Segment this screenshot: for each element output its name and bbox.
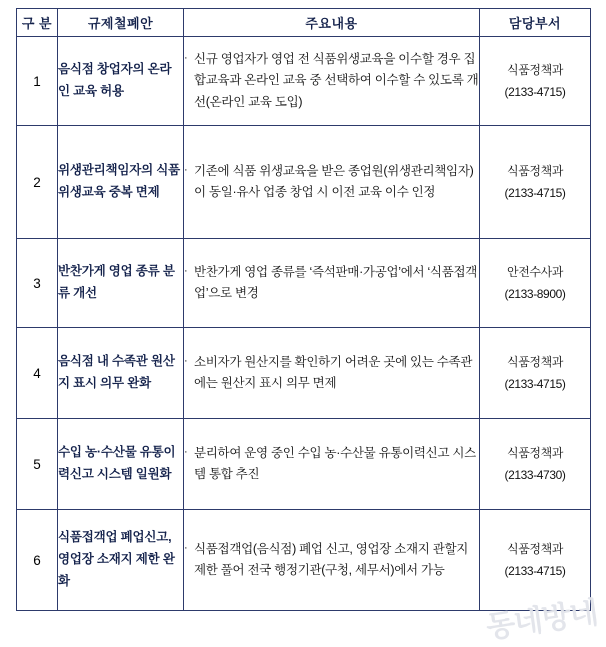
- row-reform-plan: 위생관리책임자의 식품위생교육 중복 면제: [58, 126, 184, 239]
- row-main-content: [184, 419, 480, 510]
- row-main-content: [184, 328, 480, 419]
- row-department-name: 식품정책과: [507, 62, 563, 77]
- row-department: [480, 37, 591, 126]
- row-department-name: 식품정책과: [507, 163, 563, 178]
- table-row: [17, 126, 591, 239]
- table-row: [17, 419, 591, 510]
- row-department: [480, 419, 591, 510]
- row-department: [480, 328, 591, 419]
- table-row: [17, 239, 591, 328]
- column-header-reform-plan: 규제철폐안: [58, 9, 184, 37]
- row-department-phone: (2133-4715): [504, 377, 566, 391]
- row-department-name: 식품정책과: [507, 354, 563, 369]
- bullet-icon: ·: [184, 541, 188, 554]
- column-header-category: 구 분: [17, 9, 58, 37]
- row-department-phone: (2133-4715): [504, 85, 566, 99]
- row-department-phone: (2133-4715): [504, 186, 566, 200]
- bullet-icon: ·: [184, 445, 188, 458]
- row-reform-plan: 음식점 창업자의 온라인 교육 허용: [58, 37, 184, 126]
- row-number: 4: [17, 328, 58, 419]
- row-department-phone: (2133-4730): [504, 468, 566, 482]
- row-number: 1: [17, 37, 58, 126]
- row-department: [480, 510, 591, 611]
- row-main-content-text: 식품접객업(음식점) 폐업 신고, 영업장 소재지 관할지 제한 풀어 전국 행정기관(구청, 세무서)에서 가능: [194, 541, 469, 577]
- table-header: [17, 9, 591, 37]
- row-main-content-text: 신규 영업자가 영업 전 식품위생교육을 이수할 경우 집합교육과 온라인 교육 중 선택하여 이수할 수 있도록 개선(온라인 교육 도입): [194, 51, 479, 109]
- bullet-icon: ·: [184, 354, 188, 367]
- row-main-content-text: 기존에 식품 위생교육을 받은 종업원(위생관리책임자)이 동일·유사 업종 창업 시 이전 교육 이수 인정: [194, 163, 474, 199]
- column-header-department: 담당부서: [480, 9, 591, 37]
- row-department-phone: (2133-8900): [504, 287, 566, 301]
- bullet-icon: ·: [184, 51, 188, 64]
- table-header-row: [17, 9, 591, 37]
- table-row: [17, 510, 591, 611]
- row-department-name: 안전수사과: [507, 264, 563, 279]
- bullet-icon: ·: [184, 163, 188, 176]
- row-department: [480, 126, 591, 239]
- row-reform-plan: 반찬가게 영업 종류 분류 개선: [58, 239, 184, 328]
- row-department-name: 식품정책과: [507, 445, 563, 460]
- row-reform-plan: 음식점 내 수족관 원산지 표시 의무 완화: [58, 328, 184, 419]
- row-number: 3: [17, 239, 58, 328]
- row-main-content-text: 분리하여 운영 중인 수입 농·수산물 유통이력신고 시스템 통합 추진: [194, 445, 476, 481]
- row-main-content-text: 반찬가게 영업 종류를 ‘즉석판매·가공업’에서 ‘식품접객업’으로 변경: [194, 264, 478, 300]
- row-reform-plan: 수입 농·수산물 유통이력신고 시스템 일원화: [58, 419, 184, 510]
- row-main-content-text: 소비자가 원산지를 확인하기 어려운 곳에 있는 수족관에는 원산지 표시 의무 면제: [194, 354, 473, 390]
- column-header-main-content: 주요내용: [184, 9, 480, 37]
- row-department-phone: (2133-4715): [504, 564, 566, 578]
- table-body: [17, 37, 591, 611]
- watermark: 동네방네: [484, 596, 600, 645]
- row-number: 2: [17, 126, 58, 239]
- table-row: [17, 37, 591, 126]
- row-main-content: [184, 510, 480, 611]
- regulation-reform-table: [16, 8, 591, 611]
- bullet-icon: ·: [184, 264, 188, 277]
- table-row: [17, 328, 591, 419]
- row-reform-plan: 식품접객업 폐업신고, 영업장 소재지 제한 완화: [58, 510, 184, 611]
- row-number: 5: [17, 419, 58, 510]
- row-department: [480, 239, 591, 328]
- row-department-name: 식품정책과: [507, 541, 563, 556]
- row-main-content: [184, 37, 480, 126]
- row-main-content: [184, 239, 480, 328]
- row-main-content: [184, 126, 480, 239]
- row-number: 6: [17, 510, 58, 611]
